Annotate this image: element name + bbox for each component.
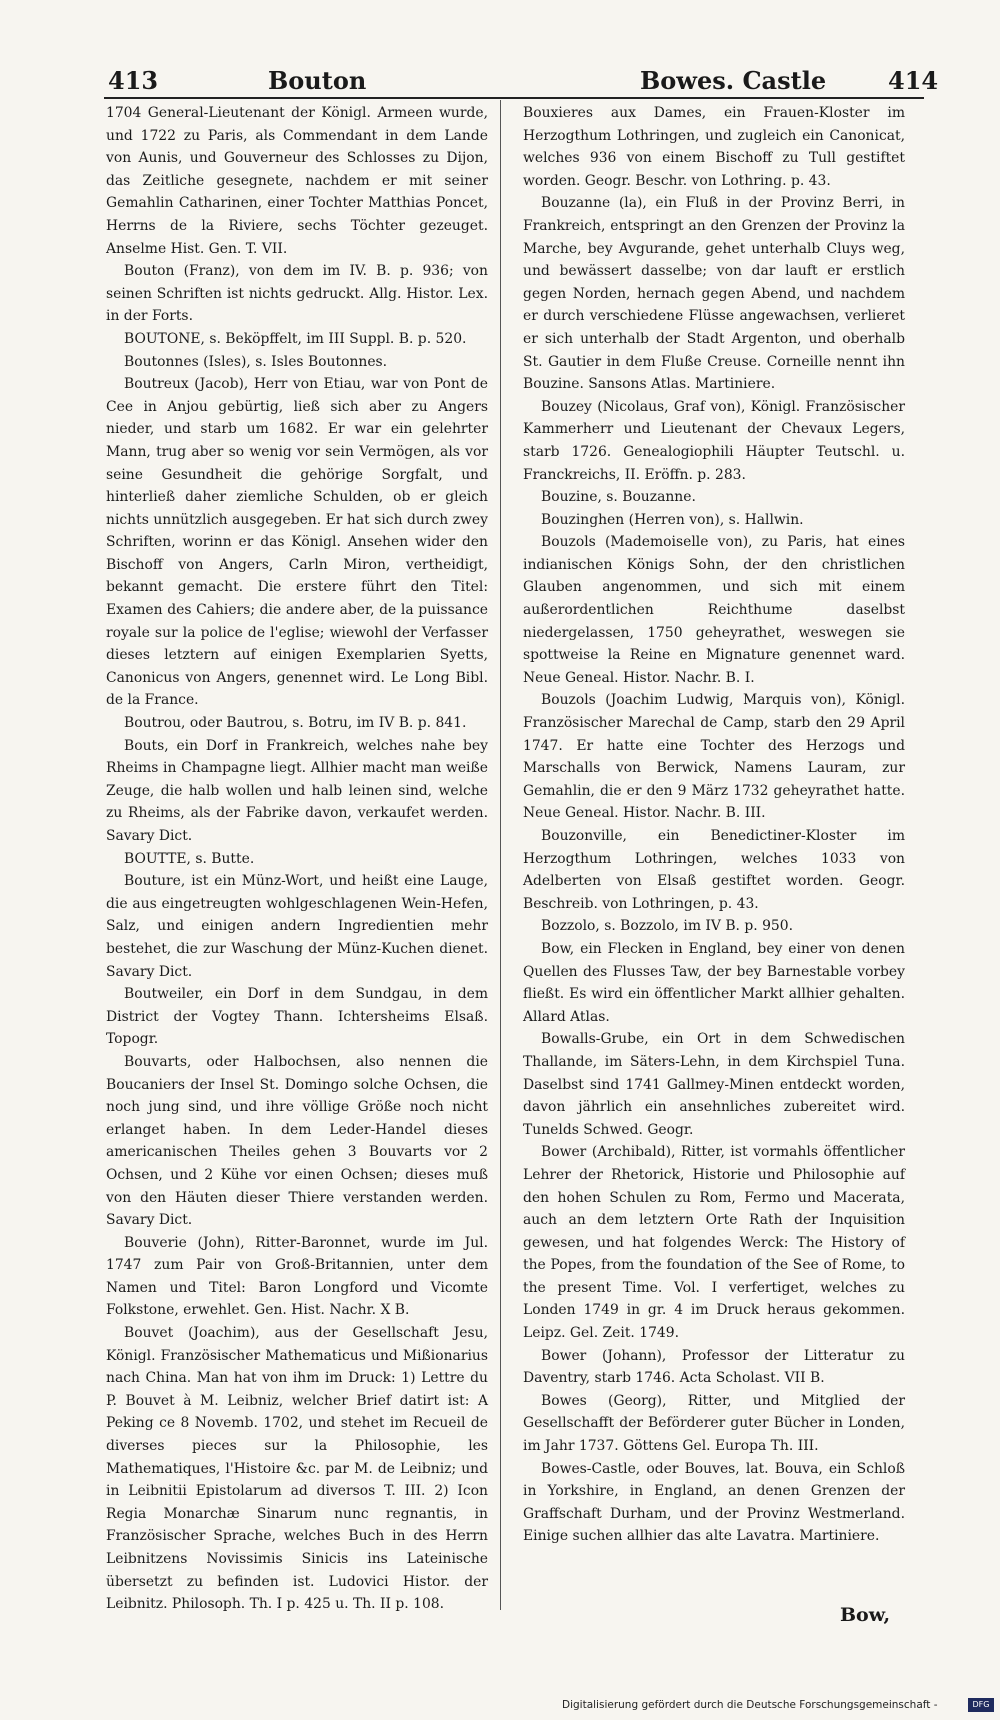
entry-text: 1704 General-Lieutenant der Königl. Armeen wurde, und 1722 zu Paris, als Commendant in dem Lande von Aunis, und Gouverneur des Schlosses zu Dijon, das Zeitliche gesegnete, nachdem er mit seiner Gemahlin Catharinen, einer Tochter Matthias Poncet, Herrns de la Riviere, sechs Töchter gezeuget. Anselme Hist. Gen. T. VII. [106,105,488,257]
entry-text: BOUTTE, s. Butte. [124,850,255,867]
page-number-right: 414 [888,66,939,95]
entry-text: Bowes (Georg), Ritter, und Mitglied der Gesellschafft der Beförderer guter Bücher in Londen, im Jahr 1737. Göttens Gel. Europa Th. III. [523,1392,905,1455]
entry-text: Bouzols (Mademoiselle von), zu Paris, hat eines indianischen Königs Sohn, der den christlichen Glauben angenommen, und sich mit einem außerordentlichen Reichthume daselbst niedergelassen, 1750 geheyrathet, weswegen sie spottweise la Reine en Mignature genennet ward. Neue Geneal. Histor. Nachr. B. I. [523,534,905,686]
entry-text: Bouton (Franz), von dem im IV. B. p. 936; von seinen Schriften ist nichts gedruckt. Allg. Histor. Lex. in der Forts. [106,263,488,325]
header-rule [104,97,924,99]
entry-text: Bouture, ist ein Münz-Wort, und heißt eine Lauge, die aus eingetreugten wohlgeschlagenen Wein-Hefen, Salz, und einigen andern Ingredientien mehr bestehet, die zur Waschung der Münz-Kuchen dienet. Savary Dict. [106,873,488,980]
left-column [106,102,488,1616]
page-number-left: 413 [108,66,159,95]
entry-text: Bowalls-Grube, ein Ort in dem Schwedischen Thallande, im Säters-Lehn, in dem Kirchspiel Tuna. Daselbst sind 1741 Gallmey-Minen entdeckt worden, davon jährlich ein ansehnliches zubereitet wird. Tunelds Schwed. Geogr. [523,1031,905,1138]
entry-text: Bouts, ein Dorf in Frankreich, welches nahe bey Rheims in Champagne liegt. Allhier macht man weiße Zeuge, die halb wollen und halb leinen sind, welche zu Rheims, als der Fabrike davon, verkaufet werden. Savary Dict. [106,737,488,844]
entry-text: Boutweiler, ein Dorf in dem Sundgau, in dem District der Vogtey Thann. Ichtersheims Elsaß. Topogr. [106,986,488,1048]
entry-text: Bozzolo, s. Bozzolo, im IV B. p. 950. [541,918,794,935]
column-divider [500,100,501,1610]
entry-text: Bouzine, s. Bouzanne. [541,489,696,506]
entry-text: Bouzols (Joachim Ludwig, Marquis von), Königl. Französischer Marechal de Camp, starb den 29 April 1747. Er hatte eine Tochter des Herzogs und Marschalls von Berwick, Namens Lauram, zur Gemahlin, die er den 9 März 1732 geheyrathet hatte. Neue Geneal. Histor. Nachr. B. III. [523,692,905,822]
entry-text: Bouvarts, oder Halbochsen, also nennen die Boucaniers der Insel St. Domingo solche Ochsen, die noch jung sind, und ihre völlige Größe noch nicht erlanget haben. In dem Leder-Handel dieses americanischen Theiles gehen 3 Bouvarts vor 2 Ochsen, und 2 Kühe vor einen Ochsen; dieses muß von den Häuten dieser Thiere verstanden werden. Savary Dict. [106,1053,488,1229]
entry-text: Bouzey (Nicolaus, Graf von), Königl. Französischer Kammerherr und Lieutenant der Chevaux Legers, starb 1726. Genealogiophili Häupter Teutschl. u. Franckreichs, II. Eröffn. p. 283. [523,398,905,483]
page-header [0,62,1000,102]
entry-text: Boutreux (Jacob), Herr von Etiau, war von Pont de Cee in Anjou gebürtig, ließ sich aber zu Angers nieder, und starb um 1682. Er war ein gelehrter Mann, trug aber so wenig vor sein Vermögen, als vor seine Gesundheit die gehörige Sorgfalt, und hinterließ daher ziemliche Schulden, ob er gleich nichts unnützlich ausgegeben. Er hat sich durch zwey Schriften, worinn er das Königl. Ansehen wider den Bischoff von Angers, Carln Miron, vertheidigt, bekannt gemacht. Die erstere führt den Titel: Examen des Cahiers; die andere aber, de la puissance royale sur la police de l'eglise; wiewohl der Verfasser dieses letztern auf einigen Exemplarien Syetts, Canonicus von Angers, genennet wird. Le Long Bibl. de la France. [106,376,488,709]
entry-text: Boutrou, oder Bautrou, s. Botru, im IV B. p. 841. [124,715,467,732]
entry-text: Bouzonville, ein Benedictiner-Kloster im Herzogthum Lothringen, welches 1033 von Adelberten von Elsaß gestiftet worden. Geogr. Beschreib. von Lothringen, p. 43. [523,828,905,912]
running-head-left: Bouton [268,66,367,95]
catchword: Bow, [840,1604,891,1626]
entry-text: Bouxieres aux Dames, ein Frauen-Kloster im Herzogthum Lothringen, und zugleich ein Canonicat, welches 936 von einem Bischoff zu Tull gestiftet worden. Geogr. Beschr. von Lothring. p. 43. [523,105,905,189]
digitization-credit: Digitalisierung gefördert durch die Deutsche Forschungsgemeinschaft - [562,1699,938,1711]
running-head-right: Bowes. Castle [640,66,827,95]
entry-text: BOUTONE, s. Beköpffelt, im III Suppl. B. p. 520. [124,330,467,347]
entry-text: Bouverie (John), Ritter-Baronnet, wurde im Jul. 1747 zum Pair von Groß-Britannien, unter dem Namen und Titel: Baron Longford und Vicomte Folkstone, erwehlet. Gen. Hist. Nachr. X B. [106,1234,488,1319]
right-column [523,102,905,1548]
entry-text: Bouvet (Joachim), aus der Gesellschaft Jesu, Königl. Französischer Mathematicus und Mißionarius nach China. Man hat von ihm im Druck: 1) Lettre du P. Bouvet à M. Leibniz, welcher Brief datirt ist: A Peking ce 8 Novemb. 1702, und stehet im Recueil de diverses pieces sur la Philosophie, les Mathematiques, l'Histoire &c. par M. de Leibniz; und in Leibnitii Epistolarum ad diversos T. III. 2) Icon Regia Monarchæ Sinarum nunc regnantis, in Französischer Sprache, welches Buch in des Herrn Leibnitzens Novissimis Sinicis ins Lateinische übersetzt zu befinden ist. Ludovici Histor. der Leibnitz. Philosoph. Th. I p. 425 u. Th. II p. 108. [106,1325,488,1613]
entry-text: Boutonnes (Isles), s. Isles Boutonnes. [124,353,388,370]
dfg-logo: DFG [968,1698,994,1712]
entry-text: Bow, ein Flecken in England, bey einer von denen Quellen des Flusses Taw, der bey Barnestable vorbey fließt. Es wird ein öffentlicher Markt allhier gehalten. Allard Atlas. [523,940,905,1025]
entry-text: Bouzinghen (Herren von), s. Hallwin. [541,511,804,528]
entry-text: Bower (Johann), Professor der Litteratur zu Daventry, starb 1746. Acta Scholast. VII B. [523,1347,905,1387]
entry-text: Bower (Archibald), Ritter, ist vormahls öffentlicher Lehrer der Rhetorick, Historie und Philosophie auf den hohen Schulen zu Rom, Fermo und Macerata, auch an dem letztern Orte Rath der Inquisition gewesen, und hat folgendes Werck: The History of the Popes, from the foundation of the See of Rome, to the present Time. Vol. I verfertiget, welches zu Londen 1749 in gr. 4 im Druck heraus gekommen. Leipz. Gel. Zeit. 1749. [523,1144,905,1342]
entry-text: Bouzanne (la), ein Fluß in der Provinz Berri, in Frankreich, entspringt an den Grenzen der Provinz la Marche, bey Avgurande, gehet unterhalb Cluys weg, und bewässert dasselbe; von dar lauft er erstlich gegen Norden, hernach gegen Abend, und nachdem er durch verschiedene Flüsse angewachsen, verlieret er sich unterhalb der Stadt Argenton, und oberhalb St. Gautier in dem Fluße Creuse. Corneille nennt ihn Bouzine. Sansons Atlas. Martiniere. [523,195,905,393]
entry-text: Bowes-Castle, oder Bouves, lat. Bouva, ein Schloß in Yorkshire, in England, an denen Grenzen der Graffschaft Durham, und der Provinz Westmerland. Einige suchen allhier das alte Lavatra. Martiniere. [523,1460,905,1545]
